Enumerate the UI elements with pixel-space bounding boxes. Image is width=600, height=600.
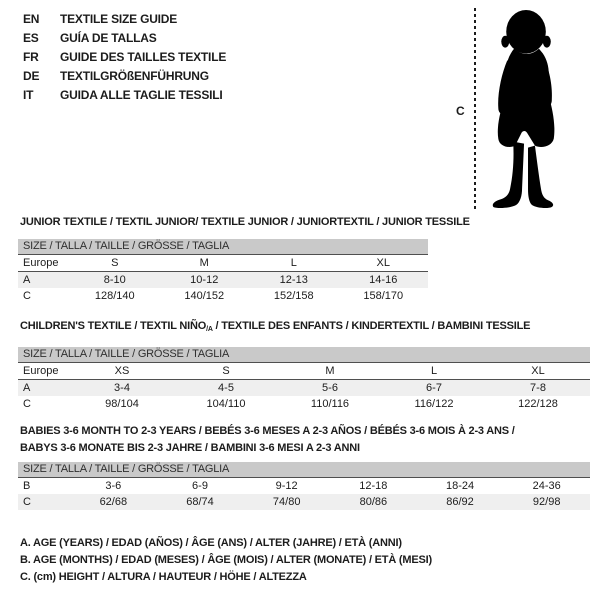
size-cell: L bbox=[290, 257, 297, 269]
height-cell: 152/158 bbox=[273, 290, 314, 302]
table-row-europe bbox=[18, 255, 428, 272]
language-code: ES bbox=[23, 31, 39, 45]
babies-size-table bbox=[18, 462, 590, 510]
children-size-table bbox=[18, 347, 590, 412]
babies-title-line2: BABYS 3-6 MONATE BIS 2-3 JAHRE / BAMBINI 3-6 MESI A 2-3 ANNI bbox=[20, 442, 360, 454]
height-cell: 80/86 bbox=[359, 496, 388, 508]
age-cell: 12-18 bbox=[359, 480, 388, 492]
age-cell: 5-6 bbox=[322, 382, 338, 394]
language-code: IT bbox=[23, 88, 34, 102]
height-cell: 86/92 bbox=[446, 496, 474, 508]
footnotes bbox=[20, 535, 432, 586]
table-row-age bbox=[18, 272, 428, 288]
height-measure-dashed-line bbox=[474, 8, 476, 210]
height-cell: 62/68 bbox=[99, 496, 128, 508]
height-cell: 116/122 bbox=[414, 398, 454, 410]
height-cell: 68/74 bbox=[186, 496, 214, 508]
junior-size-table bbox=[18, 239, 428, 304]
baby-silhouette-icon bbox=[484, 9, 575, 209]
age-cell: 4-5 bbox=[218, 382, 234, 394]
size-cell: M bbox=[325, 365, 335, 377]
language-code: DE bbox=[23, 69, 40, 83]
babies-title-line1: BABIES 3-6 MONTH TO 2-3 YEARS / BEBÉS 3-6 MESES A 2-3 AÑOS / BÉBÉS 3-6 MOIS À 2-3 ANS / bbox=[20, 425, 515, 437]
table-row-height bbox=[18, 396, 590, 412]
language-row-fr bbox=[23, 48, 226, 67]
age-cell: 8-10 bbox=[103, 274, 126, 286]
height-cell: 128/140 bbox=[94, 290, 135, 302]
height-cell: 74/80 bbox=[272, 496, 301, 508]
size-header-bar: SIZE / TALLA / TAILLE / GRÖSSE / TAGLIA bbox=[18, 239, 428, 255]
height-cell: 122/128 bbox=[518, 398, 558, 410]
height-cell: 92/98 bbox=[532, 496, 561, 508]
row-label: C bbox=[23, 496, 31, 508]
row-label: A bbox=[23, 274, 31, 286]
footnote-a: A. AGE (YEARS) / EDAD (AÑOS) / ÂGE (ANS) / ALTER (JAHRE) / ETÀ (ANNI) bbox=[20, 537, 402, 549]
language-label: GUIDA ALLE TAGLIE TESSILI bbox=[60, 88, 223, 102]
babies-section-title bbox=[20, 423, 515, 457]
children-title-post: / TEXTILE DES ENFANTS / KINDERTEXTIL / BAMBINI TESSILE bbox=[212, 320, 531, 332]
language-label: GUÍA DE TALLAS bbox=[60, 31, 157, 45]
language-row-de bbox=[23, 67, 226, 86]
height-cell: 140/152 bbox=[184, 290, 225, 302]
language-row-it bbox=[23, 86, 226, 105]
language-code: FR bbox=[23, 50, 39, 64]
table-row-age bbox=[18, 380, 590, 396]
age-cell: 3-4 bbox=[114, 382, 130, 394]
language-label: GUIDE DES TAILLES TEXTILE bbox=[60, 50, 227, 64]
height-measure-label: C bbox=[456, 104, 465, 118]
height-cell: 98/104 bbox=[105, 398, 139, 410]
language-code: EN bbox=[23, 12, 40, 26]
row-label: A bbox=[23, 382, 31, 394]
row-label: Europe bbox=[23, 257, 59, 269]
language-row-es bbox=[23, 29, 226, 48]
size-cell: M bbox=[199, 257, 209, 269]
age-cell: 7-8 bbox=[530, 382, 546, 394]
size-cell: XL bbox=[531, 365, 545, 377]
language-label: TEXTILGRÖßENFÜHRUNG bbox=[60, 69, 209, 83]
age-cell: 6-7 bbox=[426, 382, 442, 394]
size-header-bar: SIZE / TALLA / TAILLE / GRÖSSE / TAGLIA bbox=[18, 462, 590, 478]
row-label: C bbox=[23, 398, 31, 410]
size-cell: S bbox=[111, 257, 119, 269]
size-cell: L bbox=[430, 365, 438, 377]
size-cell: XS bbox=[114, 365, 130, 377]
language-list bbox=[23, 10, 226, 105]
age-cell: 9-12 bbox=[275, 480, 298, 492]
footnote-c: C. (cm) HEIGHT / ALTURA / HAUTEUR / HÖHE / ALTEZZA bbox=[20, 571, 307, 583]
table-row-height bbox=[18, 288, 428, 304]
height-cell: 104/110 bbox=[206, 398, 246, 410]
table-row-height bbox=[18, 494, 590, 510]
junior-section-title: JUNIOR TEXTILE / TEXTIL JUNIOR/ TEXTILE JUNIOR / JUNIORTEXTIL / JUNIOR TESSILE bbox=[20, 216, 470, 228]
size-header-bar: SIZE / TALLA / TAILLE / GRÖSSE / TAGLIA bbox=[18, 347, 590, 363]
row-label: B bbox=[23, 480, 31, 492]
age-cell: 10-12 bbox=[190, 274, 219, 286]
row-label: C bbox=[23, 290, 31, 302]
children-title-pre: CHILDREN'S TEXTILE / TEXTIL NIÑO bbox=[20, 320, 207, 332]
footnote-b: B. AGE (MONTHS) / EDAD (MESES) / ÂGE (MOIS) / ALTER (MONATE) / ETÀ (MESI) bbox=[20, 554, 432, 566]
size-cell: S bbox=[222, 365, 230, 377]
language-label: TEXTILE SIZE GUIDE bbox=[60, 12, 178, 26]
age-cell: 12-13 bbox=[279, 274, 308, 286]
age-cell: 24-36 bbox=[532, 480, 561, 492]
children-section-title bbox=[20, 320, 530, 333]
height-cell: 158/170 bbox=[363, 290, 404, 302]
age-cell: 6-9 bbox=[192, 480, 208, 492]
row-label: Europe bbox=[23, 365, 59, 377]
children-title-sub: /A bbox=[206, 326, 213, 333]
age-cell: 18-24 bbox=[445, 480, 475, 492]
height-cell: 110/116 bbox=[310, 398, 350, 410]
age-cell: 3-6 bbox=[105, 480, 122, 492]
size-cell: XL bbox=[376, 257, 390, 269]
age-cell: 14-16 bbox=[369, 274, 398, 286]
table-row-europe bbox=[18, 363, 590, 380]
language-row-en bbox=[23, 10, 226, 29]
table-row-age-months bbox=[18, 478, 590, 494]
